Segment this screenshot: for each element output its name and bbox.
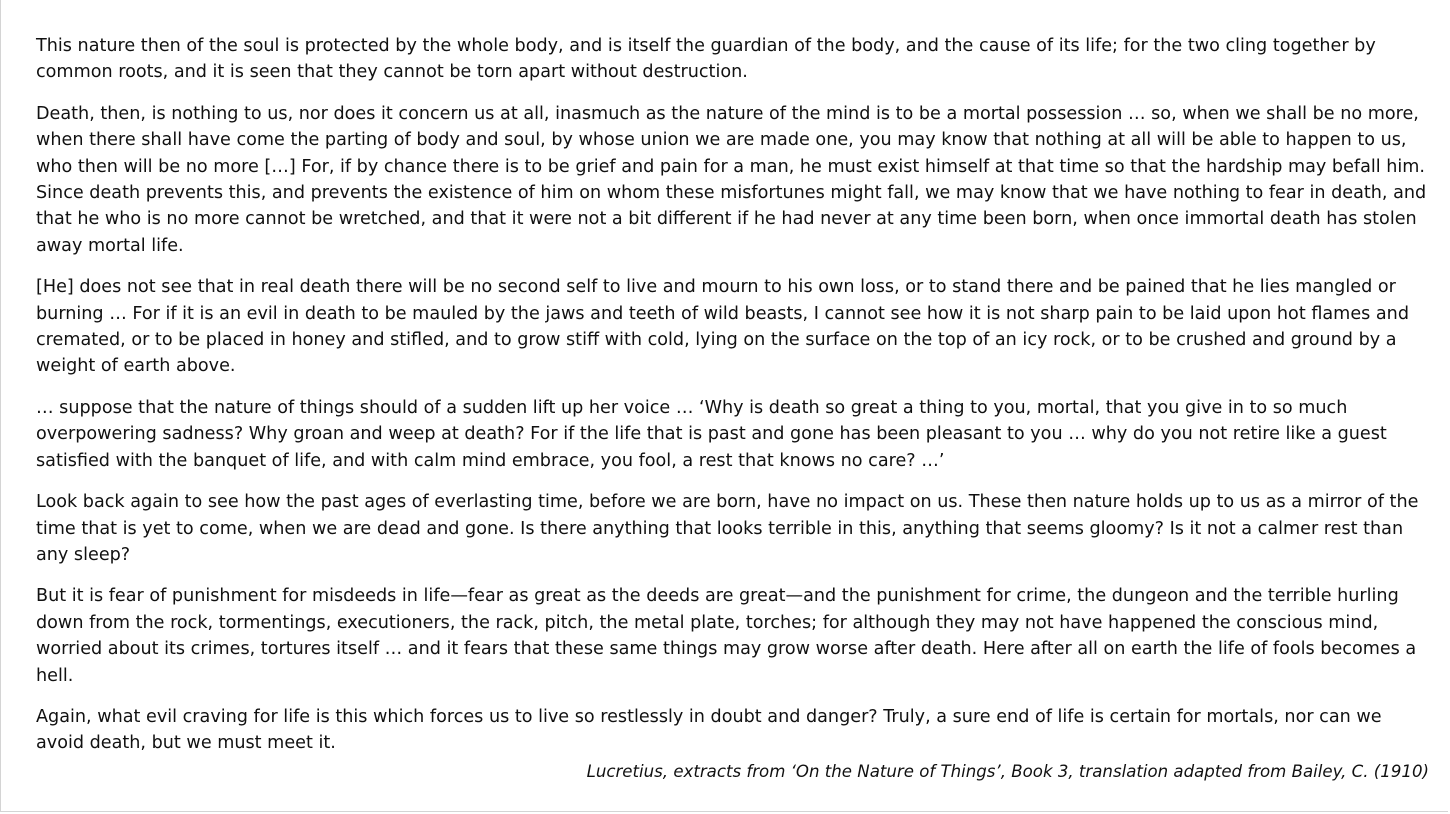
paragraph-4: … suppose that the nature of things should of a sudden lift up her voice … ‘Why is death so great a thing to you, mortal, that you give in to so much overpowering sadness? Why groan and weep at death? For if the life that is past and gone has been pleasant to you … why do you not retire like a guest satisfied with the banquet of life, and with calm mind embrace, you fool, a rest that knows no care? …’ [36,397,1387,471]
document-body [36,33,1431,783]
paragraph-5: Look back again to see how the past ages of everlasting time, before we are born, have no impact on us. These then nature holds up to us as a mirror of the time that is yet to come, when we are dead and gone. Is there anything that looks terrible in this, anything that seems gloomy? Is it not a calmer rest than any sleep? [36,492,1419,565]
source-citation: Lucretius, extracts from ‘On the Nature of Things’, Book 3, translation adapted from Bailey, C. (1910) [586,761,1429,781]
paragraph-7: Again, what evil craving for life is this which forces us to live so restlessly in doubt and danger? Truly, a sure end of life is certain for mortals, nor can we avoid death, but we must meet it. [36,706,1382,754]
paragraph-2: Death, then, is nothing to us, nor does it concern us at all, inasmuch as the nature of the mind is to be a mortal possession … so, when we shall be no more, when there shall have come the parting of body and soul, by whose union we are made one, you may know that nothing at all will be able to happen to us, who then will be no more […] For, if by chance there is to be grief and pain for a man, he must exist himself at that time so that the hardship may befall him. Since death prevents this, and prevents the existence of him on whom these misfortunes might fall, we may know that we have nothing to fear in death, and that he who is no more cannot be wretched, and that it were not a bit different if he had never at any time been born, when once immortal death has stolen away mortal life. [36,103,1427,256]
paragraph-3: [He] does not see that in real death there will be no second self to live and mourn to his own loss, or to stand there and be pained that he lies mangled or burning … For if it is an evil in death to be mauled by the jaws and teeth of wild beasts, I cannot see how it is not sharp pain to be laid upon hot flames and cremated, or to be placed in honey and stifled, and to grow stiff with cold, lying on the surface on the top of an icy rock, or to be crushed and ground by a weight of earth above. [36,277,1409,377]
paragraph-6: But it is fear of punishment for misdeeds in life—fear as great as the deeds are great—and the punishment for crime, the dungeon and the terrible hurling down from the rock, tormentings, executioners, the rack, pitch, the metal plate, torches; for although they may not have happened the conscious mind, worried about its crimes, tortures itself … and it fears that these same things may grow worse after death. Here after all on earth the life of fools becomes a hell. [36,586,1417,686]
paragraph-1: This nature then of the soul is protected by the whole body, and is itself the guardian of the body, and the cause of its life; for the two cling together by common roots, and it is seen that they cannot be torn apart without destruction. [36,36,1376,83]
